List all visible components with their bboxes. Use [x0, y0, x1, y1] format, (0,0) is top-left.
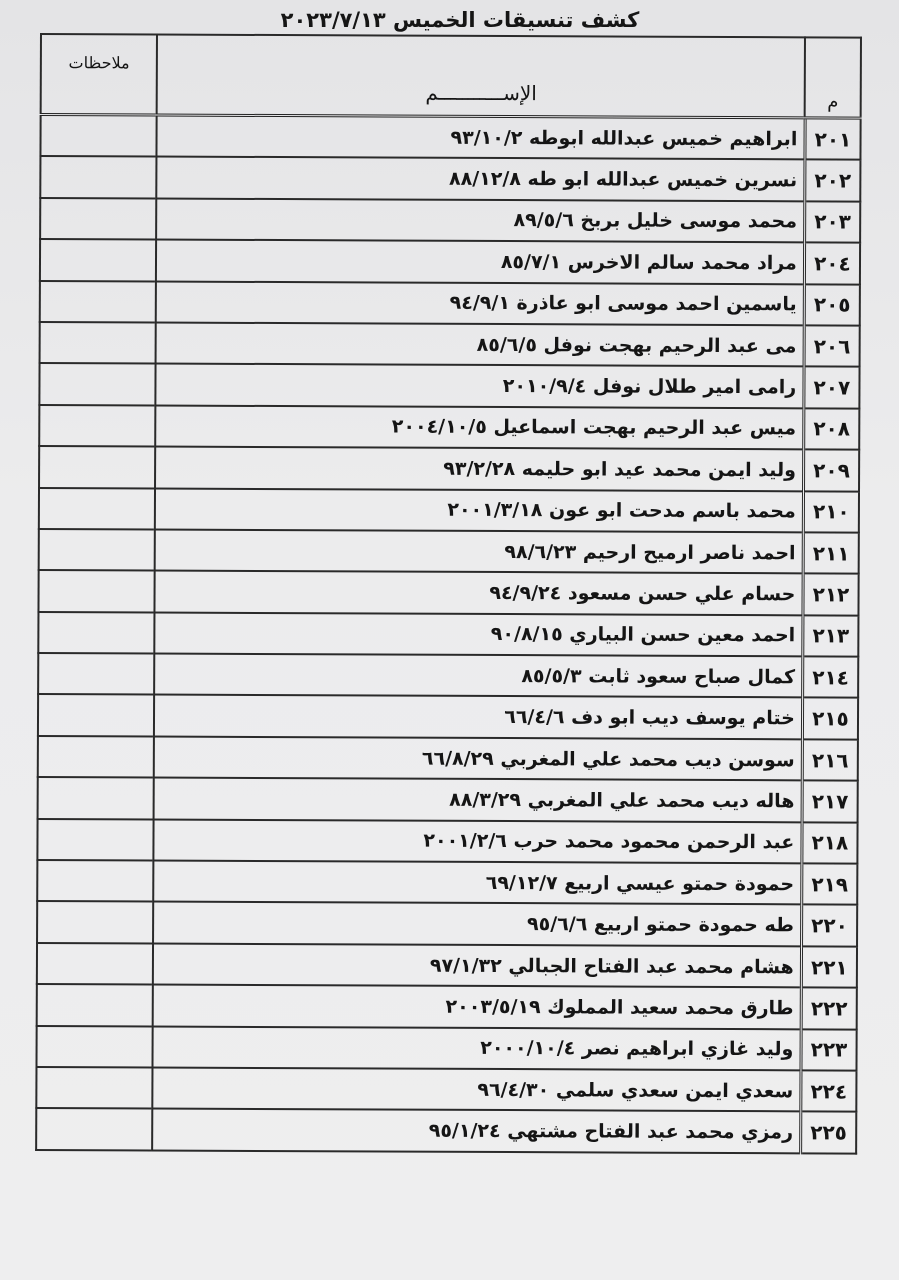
row-notes: [37, 984, 154, 1026]
row-notes: [39, 405, 156, 447]
row-name: وليد ايمن محمد عيد ابو حليمه ٩٣/٢/٢٨: [155, 447, 803, 491]
header-name: الإســـــــــــم: [157, 35, 805, 118]
row-number: ٢٠٦: [804, 325, 860, 367]
table-row: [36, 1026, 856, 1071]
table-row: [37, 860, 857, 905]
row-name: كمال صباح سعود ثابت ٨٥/٥/٣: [155, 654, 803, 698]
row-name: وليد غازي ابراهيم نصر ٢٠٠٠/١٠/٤: [153, 1026, 801, 1070]
row-name: رمزي محمد عبد الفتاح مشتهي ٩٥/١/٢٤: [153, 1109, 801, 1153]
table-row: [39, 529, 859, 574]
row-number: ٢٠٩: [803, 449, 859, 491]
row-name: هشام محمد عبد الفتاح الجبالي ٩٧/١/٣٢: [153, 943, 801, 987]
row-notes: [38, 570, 155, 612]
header-number: م: [805, 37, 861, 118]
row-notes: [39, 446, 156, 488]
row-name: ختام يوسف ديب ابو دف ٦٦/٤/٦: [154, 695, 802, 739]
row-number: ٢١٢: [803, 574, 859, 616]
row-notes: [40, 198, 157, 240]
row-number: ٢٢٢: [801, 988, 857, 1030]
table-row: [36, 1108, 856, 1153]
row-name: احمد معين حسن البياري ٩٠/٨/١٥: [155, 612, 803, 656]
row-number: ٢٠٧: [804, 367, 860, 409]
row-number: ٢٢١: [801, 946, 857, 988]
row-name: محمد باسم مدحت ابو عون ٢٠٠١/٣/١٨: [155, 488, 803, 532]
row-notes: [38, 653, 155, 695]
row-number: ٢٢٥: [800, 1112, 856, 1154]
row-number: ٢٠١: [805, 118, 861, 160]
row-name: حمودة حمتو عيسي اربيع ٦٩/١٢/٧: [154, 861, 802, 905]
table-row: [39, 488, 859, 533]
row-name: ابراهيم خميس عبدالله ابوطه ٩٣/١٠/٢: [157, 115, 805, 160]
table-row: [37, 943, 857, 988]
row-notes: [36, 1026, 153, 1068]
row-number: ٢١٧: [802, 781, 858, 823]
row-number: ٢١٤: [802, 656, 858, 698]
table-row: [37, 901, 857, 946]
table-row: [40, 281, 860, 326]
table-row: [38, 653, 858, 698]
row-notes: [40, 322, 157, 364]
row-name: سوسن ديب محمد علي المغربي ٦٦/٨/٢٩: [154, 736, 802, 780]
row-name: سعدي ايمن سعدي سلمي ٩٦/٤/٣٠: [153, 1067, 801, 1111]
table-row: [39, 446, 859, 491]
row-notes: [37, 901, 154, 943]
row-number: ٢١٥: [802, 698, 858, 740]
row-number: ٢١٦: [802, 739, 858, 781]
row-name: مى عبد الرحيم بهجت نوفل ٨٥/٦/٥: [156, 322, 804, 366]
row-notes: [38, 777, 155, 819]
row-notes: [36, 1108, 153, 1150]
row-notes: [39, 488, 156, 530]
row-notes: [38, 736, 155, 778]
row-number: ٢١١: [803, 532, 859, 574]
table-row: [38, 777, 858, 822]
table-row: [37, 819, 857, 864]
row-number: ٢٠٥: [804, 284, 860, 326]
row-name: حسام علي حسن مسعود ٩٤/٩/٢٤: [155, 571, 803, 615]
table-row: [39, 405, 859, 450]
row-notes: [40, 115, 157, 157]
table-header-row: [41, 34, 861, 118]
roster-table-wrapper: [35, 33, 862, 1154]
table-row: [40, 239, 860, 284]
row-number: ٢٠٤: [804, 243, 860, 285]
header-notes: ملاحظات: [41, 34, 158, 115]
row-name: ياسمين احمد موسى ابو عاذرة ٩٤/٩/١: [156, 281, 804, 325]
row-number: ٢١٨: [802, 822, 858, 864]
row-number: ٢١٣: [803, 615, 859, 657]
table-row: [40, 156, 860, 201]
table-row: [38, 736, 858, 781]
row-name: مراد محمد سالم الاخرس ٨٥/٧/١: [156, 240, 804, 284]
row-number: ٢٢٤: [801, 1070, 857, 1112]
row-name: عبد الرحمن محمود محمد حرب ٢٠٠١/٢/٦: [154, 819, 802, 863]
row-notes: [38, 694, 155, 736]
row-name: احمد ناصر ارميح ارحيم ٩٨/٦/٢٣: [155, 529, 803, 573]
row-name: محمد موسى خليل بربخ ٨٩/٥/٦: [157, 198, 805, 242]
row-notes: [40, 239, 157, 281]
row-notes: [38, 612, 155, 654]
page-title: كشف تنسيقات الخميس ٢٠٢٣/٧/١٣: [280, 8, 640, 32]
row-number: ٢٢٠: [801, 905, 857, 947]
row-notes: [36, 1067, 153, 1109]
table-row: [39, 363, 859, 408]
row-notes: [37, 860, 154, 902]
row-name: نسرين خميس عبدالله ابو طه ٨٨/١٢/٨: [157, 157, 805, 201]
row-number: ٢٠٨: [804, 408, 860, 450]
row-name: ميس عبد الرحيم بهجت اسماعيل ٢٠٠٤/١٠/٥: [156, 405, 804, 449]
row-notes: [39, 529, 156, 571]
row-notes: [37, 943, 154, 985]
row-number: ٢١٠: [803, 491, 859, 533]
row-name: رامى امير طلال نوفل ٢٠١٠/٩/٤: [156, 364, 804, 408]
table-row: [36, 1067, 856, 1112]
row-notes: [39, 363, 156, 405]
row-name: هاله ديب محمد علي المغربي ٨٨/٣/٢٩: [154, 778, 802, 822]
row-number: ٢٢٣: [801, 1029, 857, 1071]
table-row: [38, 694, 858, 739]
row-number: ٢٠٣: [804, 201, 860, 243]
table-row: [40, 115, 860, 160]
row-number: ٢٠٢: [805, 160, 861, 202]
row-notes: [37, 819, 154, 861]
table-row: [37, 984, 857, 1029]
row-name: طه حمودة حمتو اربيع ٩٥/٦/٦: [153, 902, 801, 946]
row-number: ٢١٩: [802, 863, 858, 905]
row-notes: [40, 156, 157, 198]
table-row: [40, 322, 860, 367]
table-row: [38, 570, 858, 615]
table-body: [36, 115, 861, 1154]
row-name: طارق محمد سعيد المملوك ٢٠٠٣/٥/١٩: [153, 985, 801, 1029]
table-row: [38, 612, 858, 657]
row-notes: [40, 281, 157, 323]
roster-table: [35, 33, 862, 1154]
table-row: [40, 198, 860, 243]
